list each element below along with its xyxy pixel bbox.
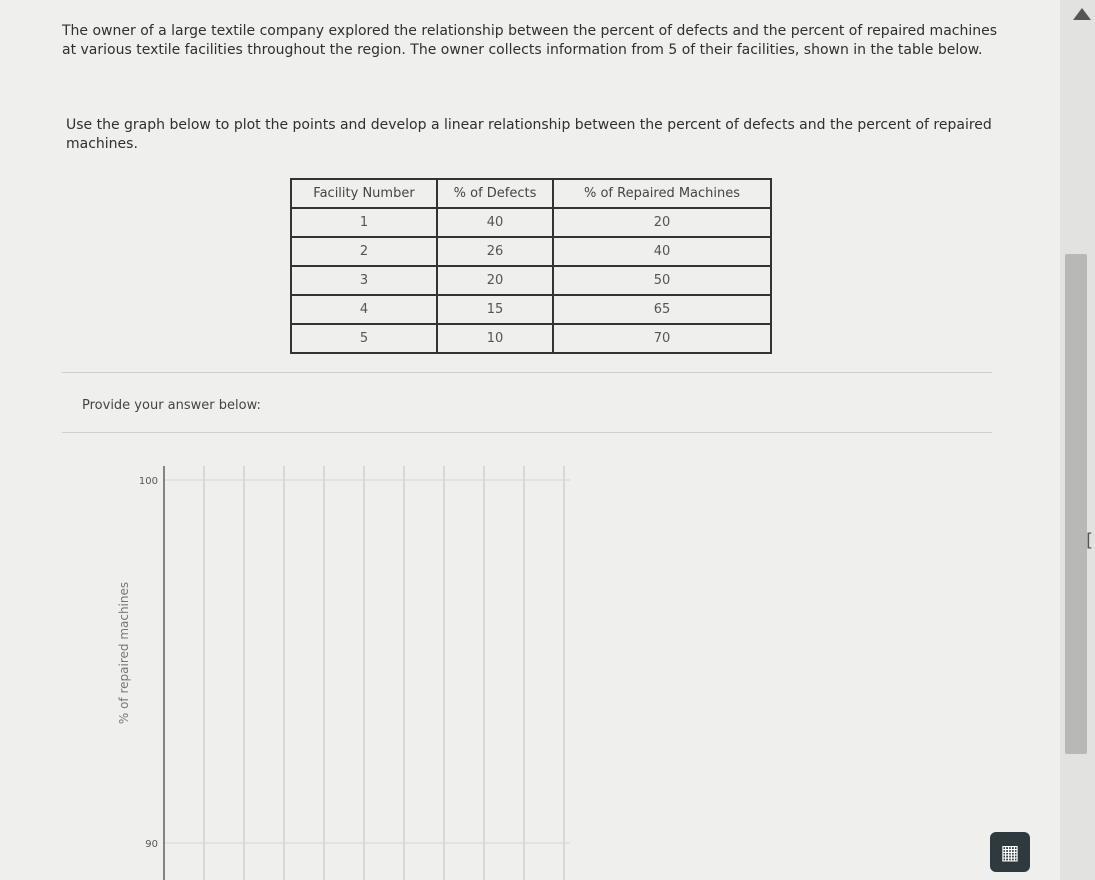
table-header: % of Repaired Machines xyxy=(553,179,771,208)
table-cell: 40 xyxy=(437,208,553,237)
calculator-icon: ▦ xyxy=(1000,840,1020,864)
table-cell: 3 xyxy=(291,266,437,295)
answer-label: Provide your answer below: xyxy=(82,398,261,413)
table-cell: 2 xyxy=(291,237,437,266)
graph-area[interactable] xyxy=(110,458,580,880)
table-cell: 65 xyxy=(553,295,771,324)
table-header-row xyxy=(291,179,771,208)
facility-data-table xyxy=(290,178,772,354)
y-axis-label: % of repaired machines xyxy=(117,581,131,725)
table-cell: 20 xyxy=(437,266,553,295)
scroll-up-icon[interactable] xyxy=(1073,8,1091,20)
y-tick-label: 100 xyxy=(138,476,158,487)
table-cell: 26 xyxy=(437,237,553,266)
section-divider xyxy=(62,432,992,433)
table-cell: 40 xyxy=(553,237,771,266)
table-cell: 4 xyxy=(291,295,437,324)
table-cell: 10 xyxy=(437,324,553,353)
table-header: Facility Number xyxy=(291,179,437,208)
table-row xyxy=(291,237,771,266)
table-row xyxy=(291,324,771,353)
table-header: % of Defects xyxy=(437,179,553,208)
problem-statement: The owner of a large textile company explored the relationship between the percent of defects and the percent of repaired machines at various textile facilities throughout the region. The owner collects information from 5 of their facilities, shown in the table below. xyxy=(62,23,998,58)
table-cell: 15 xyxy=(437,295,553,324)
table-row xyxy=(291,295,771,324)
table-cell: 70 xyxy=(553,324,771,353)
table-row xyxy=(291,208,771,237)
scroll-thumb[interactable] xyxy=(1065,254,1087,754)
table-cell: 5 xyxy=(291,324,437,353)
y-tick-label: 90 xyxy=(145,839,158,850)
scatter-plot[interactable] xyxy=(110,458,580,880)
table-cell: 1 xyxy=(291,208,437,237)
table-cell: 50 xyxy=(553,266,771,295)
calculator-button[interactable] xyxy=(990,832,1030,872)
table-cell: 20 xyxy=(553,208,771,237)
scrollbar[interactable] xyxy=(1060,0,1095,880)
problem-instruction: Use the graph below to plot the points and develop a linear relationship between the percent of defects and the percent of repaired machines. xyxy=(66,117,992,152)
section-divider xyxy=(62,372,992,373)
table-row xyxy=(291,266,771,295)
bracket-icon: [ xyxy=(1085,530,1093,551)
